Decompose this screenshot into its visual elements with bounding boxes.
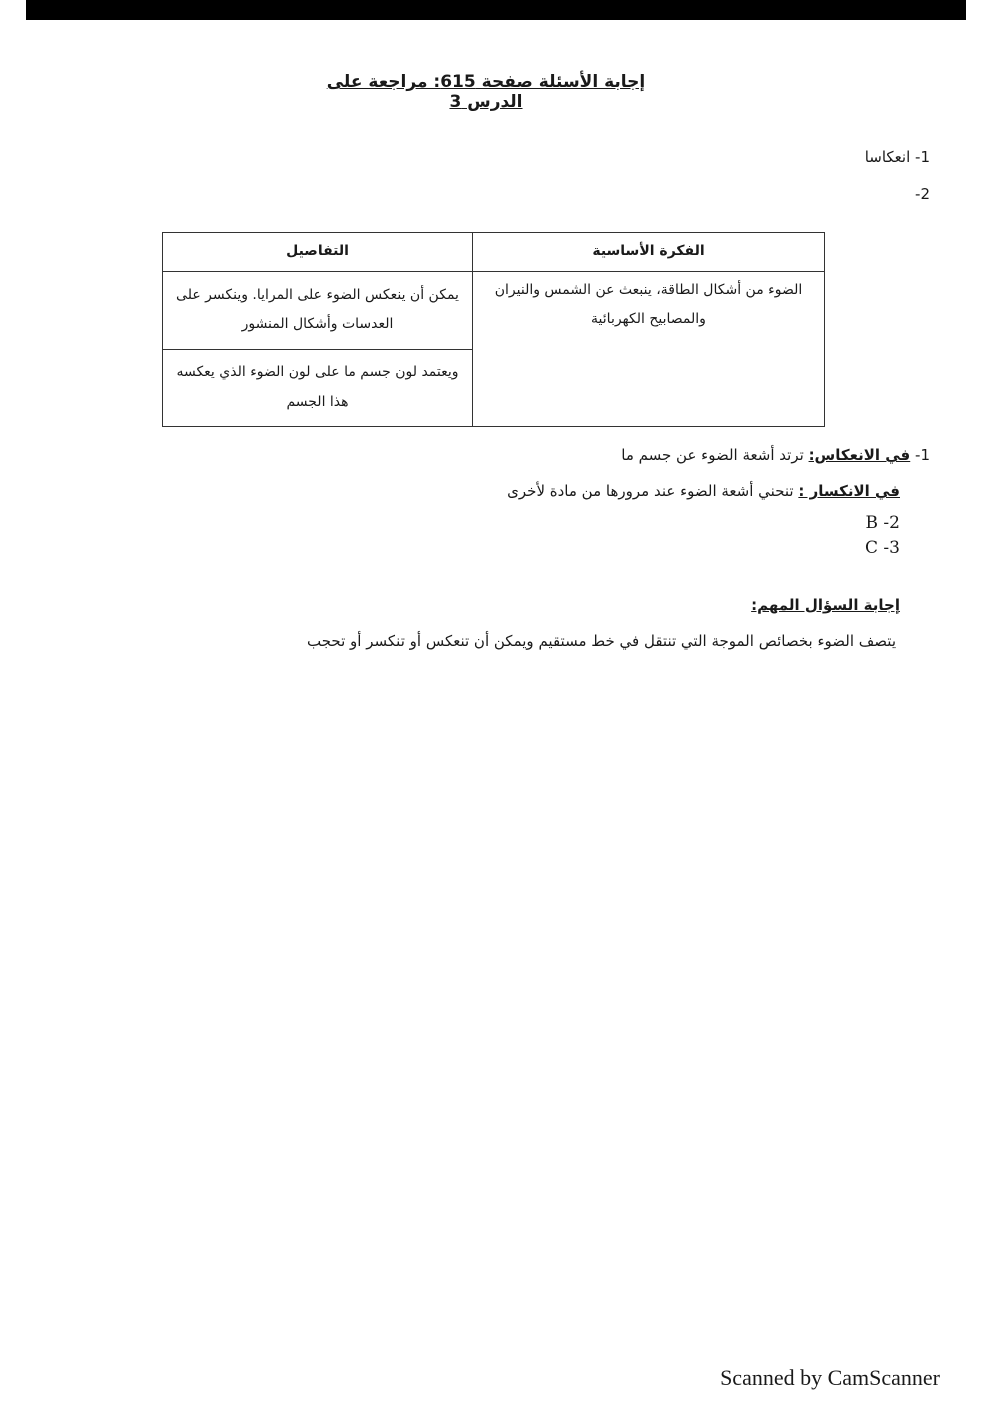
detail-cell-2: ويعتمد لون جسم ما على لون الضوء الذي يعكسه هذا الجسم: [163, 349, 473, 427]
summary-table: [162, 232, 825, 427]
important-question-answer: يتصف الضوء بخصائص الموجة التي تنتقل في خط مستقيم ويمكن أن تنعكس أو تنكسر أو تحجب: [307, 632, 896, 650]
detail-cell-1: يمكن أن ينعكس الضوء على المرايا. وينكسر على العدسات وأشكال المنشور: [163, 272, 473, 350]
answer-2: 2-: [915, 185, 930, 203]
question-number: 1-: [915, 446, 930, 464]
page-title: إجابة الأسئلة صفحة 615: مراجعة على الدرس 3: [326, 72, 646, 112]
important-question-heading: إجابة السؤال المهم:: [751, 596, 900, 614]
answer-1: 1- انعكاسا: [864, 148, 930, 166]
refraction-answer: [507, 482, 900, 500]
reflection-answer: [621, 446, 930, 464]
answer-q2: B -2: [865, 513, 900, 533]
reflection-text: ترتد أشعة الضوء عن جسم ما: [621, 446, 804, 464]
top-black-bar: [26, 0, 966, 20]
main-idea-cell: الضوء من أشكال الطاقة، ينبعث عن الشمس والنيران والمصابيح الكهربائية: [473, 272, 825, 427]
header-main-idea: الفكرة الأساسية: [473, 233, 825, 272]
refraction-text: تنحني أشعة الضوء عند مرورها من مادة لأخرى: [507, 482, 794, 500]
answer-q3: C -3: [865, 538, 900, 558]
refraction-label: في الانكسار :: [798, 482, 900, 500]
table-header-row: [163, 233, 825, 272]
reflection-label: في الانعكاس:: [808, 446, 911, 464]
scanner-watermark: Scanned by CamScanner: [720, 1365, 940, 1390]
table-row: [163, 272, 825, 350]
header-details: التفاصيل: [163, 233, 473, 272]
